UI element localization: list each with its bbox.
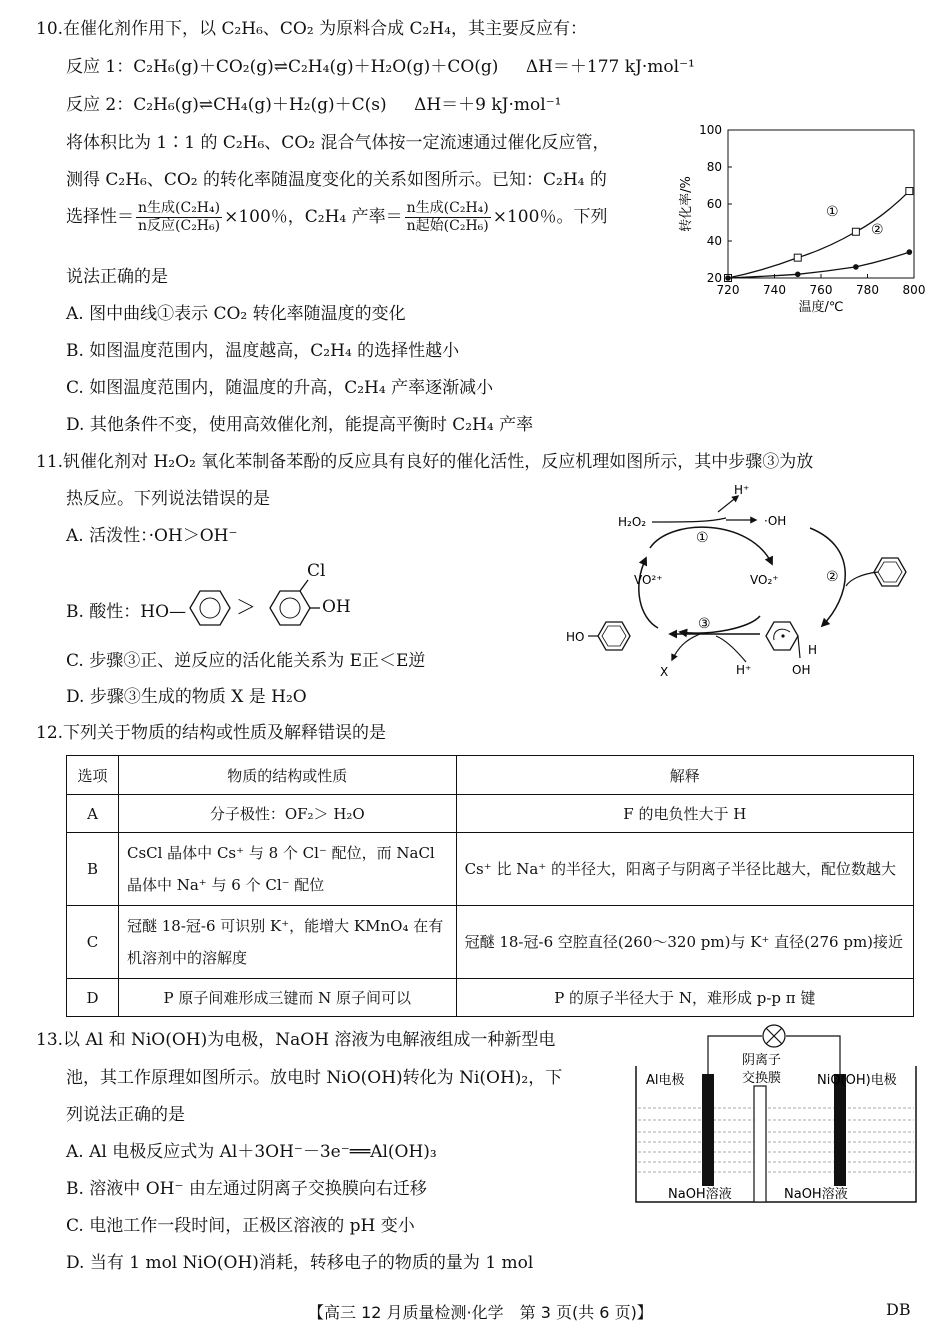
q13-cell-diagram [634, 1022, 920, 1206]
q11-stem-text: 钒催化剂对 H₂O₂ 氧化苯制备苯酚的反应具有良好的催化活性，反应机理如图所示，其中步骤③为放 [63, 452, 814, 472]
naoh-left-label: NaOH溶液 [668, 1187, 732, 1202]
mech-step2: ② [826, 569, 839, 585]
table-row [67, 979, 914, 1017]
q10-option-b: B. 如图温度范围内，温度越高，C₂H₄ 的选择性越小 [66, 341, 460, 361]
al-electrode-label: Al电极 [646, 1073, 685, 1088]
q12-table [66, 755, 914, 1017]
table-row [67, 795, 914, 833]
membrane-label-line1: 阴离子 [742, 1053, 782, 1068]
naoh-right-label: NaOH溶液 [784, 1187, 848, 1202]
chart-xtick-label: 780 [856, 283, 879, 297]
row-option: A [67, 795, 119, 833]
chart-series-label-2: ② [871, 222, 884, 238]
chart-ylabel: 转化率/% [679, 176, 694, 232]
membrane-label-line2: 交换膜 [742, 1071, 782, 1086]
step1-arc [650, 527, 772, 564]
mech-step1: ① [696, 530, 709, 546]
wire-right [786, 1036, 840, 1074]
q10-option-d: D. 其他条件不变，使用高效催化剂，能提高平衡时 C₂H₄ 产率 [66, 415, 534, 435]
x-out-arrow [672, 634, 700, 660]
q11-option-a: A. 活泼性：·OH＞OH⁻ [66, 526, 238, 546]
q10-conversion-chart [676, 122, 926, 315]
mech-oh: OH [792, 663, 811, 677]
mech-h2o2: H₂O₂ [618, 515, 647, 529]
q13-number: 13. [36, 1030, 64, 1050]
q10-selectivity-tail: ×100％，C₂H₄ 产率＝ [224, 207, 403, 227]
q11-number: 11. [36, 452, 64, 472]
mech-h-plus-top: H⁺ [734, 483, 750, 497]
q10-stem-text: 在催化剂作用下，以 C₂H₆、CO₂ 为原料合成 C₂H₄，其主要反应有： [63, 19, 587, 39]
q10-selectivity-label: 选择性＝ [66, 207, 134, 227]
q10-stem-end: 说法正确的是 [66, 267, 168, 287]
chart-ytick-label: 20 [706, 271, 722, 285]
q12-stem [36, 718, 386, 743]
h2o2-arrow [652, 518, 726, 522]
chlorophenol-ring [270, 591, 310, 625]
q10-reaction2-dh: ΔH＝＋9 kJ·mol⁻¹ [414, 95, 562, 115]
q10-stem-line3: 测得 C₂H₆、CO₂ 的转化率随温度变化的关系如图所示。已知：C₂H₄ 的 [66, 170, 607, 190]
step3-arc [680, 616, 760, 633]
chart-xtick-label: 740 [763, 283, 786, 297]
row-property: 分子极性：OF₂＞ H₂O [118, 795, 456, 833]
q13-option-a: A. Al 电极反应式为 Al＋3OH⁻－3e⁻══Al(OH)₃ [66, 1142, 437, 1162]
q11-option-b-oh: OH [322, 597, 351, 617]
q11-mechanism-diagram [560, 478, 932, 684]
header-option: 选项 [67, 756, 119, 795]
row-property: 冠醚 18-冠-6 可识别 K⁺，能增大 KMnO₄ 在有机溶剂中的溶解度 [118, 906, 456, 979]
row-explanation: P 的原子半径大于 N，难形成 p-p π 键 [456, 979, 913, 1017]
chart-point [853, 264, 859, 270]
benzene-in-arrow [846, 572, 878, 586]
chlorophenol-ring-circle [280, 598, 300, 618]
q11-option-d: D. 步骤③生成的物质 X 是 H₂O [66, 687, 307, 707]
q11-stem-line2: 热反应。下列说法错误的是 [66, 489, 270, 509]
q10-reaction1-eq: 反应 1：C₂H₆(g)＋CO₂(g)⇌C₂H₄(g)＋H₂O(g)＋CO(g) [66, 57, 499, 77]
chart-xtick-label: 720 [716, 283, 740, 297]
q12-number: 12. [36, 723, 64, 743]
q12-stem-text: 下列关于物质的结构或性质及解释错误的是 [63, 723, 387, 743]
footer-code: DB [886, 1300, 911, 1319]
q10-option-c: C. 如图温度范围内，随温度的升高，C₂H₄ 产率逐渐减小 [66, 378, 494, 398]
header-property: 物质的结构或性质 [118, 756, 456, 795]
mech-h: H [808, 643, 818, 657]
q10-stem-line1 [36, 14, 587, 39]
mech-vo2plus-b: VO₂⁺ [750, 573, 779, 587]
q11-option-b-cl: Cl [307, 561, 326, 581]
q11-option-b-structures [186, 580, 386, 636]
row-explanation: Cs⁺ 比 Na⁺ 的半径大，阳离子与阴离子半径比越大，配位数越大 [456, 833, 913, 906]
row-property: P 原子间难形成三键而 N 原子间可以 [118, 979, 456, 1017]
chart-series-line-2 [728, 252, 909, 278]
q10-yield-fraction [405, 200, 491, 235]
q13-option-d: D. 当有 1 mol NiO(OH)消耗，转移电子的物质的量为 1 mol [66, 1253, 534, 1273]
q10-sel-denominator: n反应(C₂H₆) [138, 218, 221, 234]
phenol-ring-circle [200, 598, 220, 618]
q10-reaction2-eq: 反应 2：C₂H₆(g)⇌CH₄(g)＋H₂(g)＋C(s) [66, 95, 387, 115]
mech-x: X [660, 665, 669, 679]
chart-ytick-label: 40 [706, 234, 722, 248]
chart-point [907, 249, 913, 255]
q10-yield-numerator: n生成(C₂H₄) [406, 200, 489, 216]
cycle-left-arc [639, 558, 658, 628]
chart-ytick-label: 100 [699, 123, 722, 137]
q10-selectivity-fraction [136, 200, 222, 235]
q10-yield-tail: ×100％。下列 [492, 207, 608, 227]
q10-stem-line2: 将体积比为 1∶1 的 C₂H₆、CO₂ 混合气体按一定流速通过催化反应管， [66, 133, 610, 153]
acidity-gt-sign: ＞ [236, 595, 256, 619]
q13-option-b: B. 溶液中 OH⁻ 由左通过阴离子交换膜向右迁移 [66, 1179, 427, 1199]
chart-point [794, 254, 801, 261]
chart-point [852, 228, 859, 235]
chart-xtick-label: 800 [902, 283, 926, 297]
q10-reaction1-dh: ΔH＝＋177 kJ·mol⁻¹ [525, 57, 695, 77]
chart-xlabel: 温度/℃ [798, 300, 844, 315]
chart-ytick-label: 80 [706, 160, 722, 174]
q10-sel-numerator: n生成(C₂H₄) [138, 200, 221, 216]
anion-exchange-membrane [754, 1086, 766, 1202]
mech-ho: HO [566, 630, 585, 644]
table-header-row [67, 756, 914, 795]
table-row [67, 906, 914, 979]
q10-formula-line [66, 200, 607, 235]
h-plus-out-arrow [718, 496, 738, 512]
chart-point [906, 188, 913, 195]
al-electrode [702, 1074, 714, 1186]
q10-yield-denominator: n起始(C₂H₆) [406, 218, 489, 234]
chart-xtick-label: 760 [809, 283, 833, 297]
q11-option-c: C. 步骤③正、逆反应的活化能关系为 E正＜E逆 [66, 651, 426, 671]
footer-text: 【高三 12 月质量检测·化学 第 3 页(共 6 页)】 [308, 1303, 653, 1322]
q13-option-c: C. 电池工作一段时间，正极区溶液的 pH 变小 [66, 1216, 415, 1236]
row-option: B [67, 833, 119, 906]
q13-stem-line1 [36, 1025, 555, 1050]
chart-frame [728, 130, 914, 278]
mech-oh-radical: ·OH [764, 514, 787, 528]
mech-h-plus-bottom: H⁺ [736, 663, 752, 677]
row-property: CsCl 晶体中 Cs⁺ 与 8 个 Cl⁻ 配位，而 NaCl 晶体中 Na⁺ 与 6 个 Cl⁻ 配位 [118, 833, 456, 906]
chart-ytick-label: 60 [706, 197, 722, 211]
q10-number: 10. [36, 19, 64, 39]
phenol-ring [190, 591, 230, 625]
header-explanation: 解释 [456, 756, 913, 795]
bulb-icon [763, 1025, 785, 1047]
chart-series-label-1: ① [826, 204, 839, 220]
q10-option-a: A. 图中曲线①表示 CO₂ 转化率随温度的变化 [66, 304, 406, 324]
q13-stem-text: 以 Al 和 NiO(OH)为电极，NaOH 溶液为电解液组成一种新型电 [63, 1030, 556, 1050]
table-row [67, 833, 914, 906]
q10-reaction1 [66, 52, 695, 77]
row-explanation: F 的电负性大于 H [456, 795, 913, 833]
q11-stem-line1 [36, 447, 813, 472]
row-option: C [67, 906, 119, 979]
chart-point [725, 275, 731, 281]
q11-option-b-prefix: B. 酸性：HO— [66, 602, 187, 622]
q10-reaction2 [66, 90, 561, 115]
q13-stem-line3: 列说法正确的是 [66, 1105, 185, 1125]
q13-stem-line2: 池，其工作原理如图所示。放电时 NiO(OH)转化为 Ni(OH)₂，下 [66, 1068, 563, 1088]
nio-oh-electrode [834, 1074, 846, 1186]
chart-point [795, 272, 801, 278]
nio-oh-electrode-label: NiO(OH)电极 [817, 1073, 897, 1088]
row-explanation: 冠醚 18-冠-6 空腔直径(260～320 pm)与 K⁺ 直径(276 pm)接近 [456, 906, 913, 979]
h-plus-in-arrow [716, 636, 746, 662]
mech-vo2plus: VO²⁺ [634, 573, 663, 587]
row-option: D [67, 979, 119, 1017]
mech-step3: ③ [698, 616, 711, 632]
